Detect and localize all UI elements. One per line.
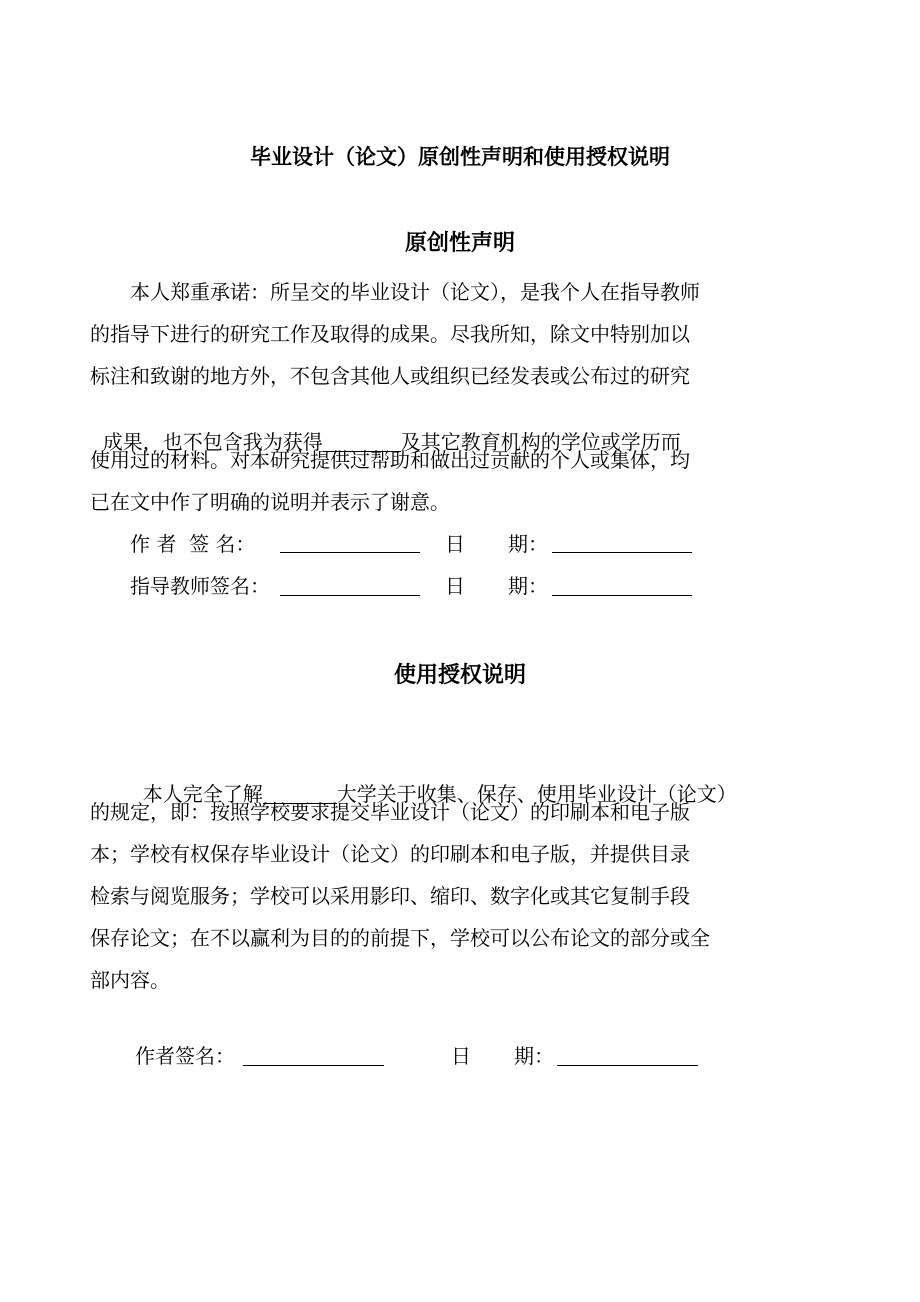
authorization-line-1-part1: 本人完全了解 — [142, 782, 263, 806]
originality-line-1: 本人郑重承诺：所呈交的毕业设计（论文），是我个人在指导教师 — [130, 280, 700, 304]
authorization-line-1 — [130, 758, 737, 806]
document-title: 毕业设计（论文）原创性声明和使用授权说明 — [250, 145, 670, 169]
auth-author-sign-line[interactable] — [243, 1065, 384, 1066]
authorization-line-5: 保存论文；在不以赢利为目的的前提下，学校可以公布论文的部分或全 — [90, 926, 710, 950]
originality-line-2: 的指导下进行的研究工作及取得的成果。尽我所知，除文中特别加以 — [90, 322, 690, 346]
originality-heading: 原创性声明 — [404, 231, 515, 256]
originality-line-5: 使用过的材料。对本研究提供过帮助和做出过贡献的个人或集体，均 — [90, 448, 690, 472]
auth-date-label-2: 期： — [514, 1044, 554, 1068]
author-date-label-1: 日 — [445, 532, 465, 556]
originality-line-6: 已在文中作了明确的说明并表示了谢意。 — [90, 490, 450, 514]
advisor-date-label-2: 期： — [508, 574, 548, 598]
authorization-line-4: 检索与阅览服务；学校可以采用影印、缩印、数字化或其它复制手段 — [90, 884, 690, 908]
advisor-date-line[interactable] — [552, 595, 692, 596]
advisor-date-label-1: 日 — [445, 574, 465, 598]
author-sign-label: 作 者 签 名： — [130, 532, 256, 556]
auth-date-label-1: 日 — [451, 1044, 471, 1068]
advisor-sign-line[interactable] — [280, 595, 420, 596]
auth-author-sign-label: 作者签名： — [135, 1044, 235, 1068]
originality-line-4-part2: 及其它教育机构的学位或学历而 — [400, 430, 681, 454]
authorization-line-6: 部内容。 — [90, 968, 170, 992]
originality-line-4 — [90, 406, 681, 454]
author-sign-line[interactable] — [280, 552, 420, 553]
authorization-line-3: 本；学校有权保存毕业设计（论文）的印刷本和电子版，并提供目录 — [90, 842, 690, 866]
author-date-label-2: 期： — [508, 532, 548, 556]
advisor-sign-label: 指导教师签名： — [130, 574, 270, 598]
authorization-line-2: 的规定，即：按照学校要求提交毕业设计（论文）的印刷本和电子版 — [90, 800, 690, 824]
originality-line-3: 标注和致谢的地方外，不包含其他人或组织已经发表或公布过的研究 — [90, 364, 690, 388]
authorization-heading: 使用授权说明 — [393, 663, 526, 688]
auth-date-line[interactable] — [557, 1065, 698, 1066]
authorization-line-1-part2: 大学关于收集、保存、使用毕业设计（论文） — [336, 782, 737, 806]
originality-line-4-part1: 成果，也不包含我为获得 — [102, 430, 323, 454]
author-date-line[interactable] — [552, 552, 692, 553]
